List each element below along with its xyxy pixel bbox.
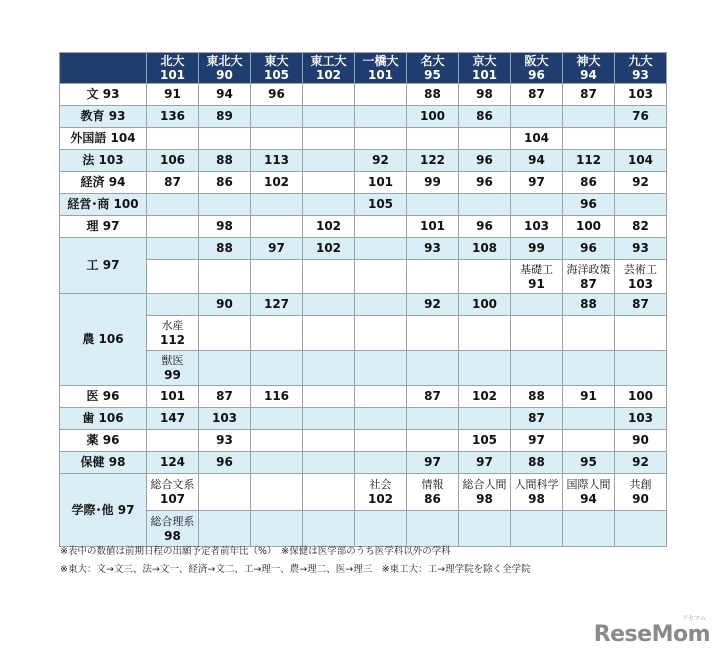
table-cell	[511, 351, 563, 386]
subdept-name: 社会	[369, 478, 392, 491]
table-cell	[199, 128, 251, 150]
table-cell	[355, 294, 407, 316]
logo-ruby: リセマム	[682, 615, 706, 622]
table-cell	[303, 294, 355, 316]
table-cell	[251, 194, 303, 216]
subdept-name: 水産	[161, 319, 184, 332]
table-cell: 101	[407, 216, 459, 238]
table-cell: 89	[199, 106, 251, 128]
table-cell: 93	[407, 238, 459, 260]
table-cell	[303, 194, 355, 216]
table-cell: 100	[459, 294, 511, 316]
table-cell	[563, 106, 615, 128]
table-cell: 97	[407, 452, 459, 474]
university-name: 名大	[420, 54, 445, 68]
subdept-name: 獣医	[161, 354, 184, 367]
table-cell: 92	[615, 172, 667, 194]
row-label-hoken: 保健 98	[60, 452, 147, 474]
subdept-name: 総合理系	[150, 514, 195, 528]
header-handai	[511, 53, 563, 84]
university-name: 北大	[160, 54, 185, 68]
table-cell: 87	[511, 84, 563, 106]
table-cell: 88	[199, 238, 251, 260]
table-cell: 98	[199, 216, 251, 238]
subdept-cell-sogobunkei	[147, 474, 199, 511]
subdept-cell-ningenkagaku	[511, 474, 563, 511]
table-cell: 101	[355, 172, 407, 194]
university-name: 九大	[628, 54, 653, 68]
table-cell	[147, 260, 199, 294]
table-row-ko-sub	[60, 260, 667, 294]
table-cell	[407, 408, 459, 430]
table-cell: 106	[147, 150, 199, 172]
table-cell: 76	[615, 106, 667, 128]
table-cell: 88	[563, 294, 615, 316]
row-label-shi: 歯 106	[60, 408, 147, 430]
subdept-value: 112	[159, 333, 186, 347]
table-cell	[563, 430, 615, 452]
table-cell	[511, 194, 563, 216]
table-cell: 91	[563, 386, 615, 408]
table-row-no	[60, 294, 667, 316]
table-cell	[459, 511, 511, 547]
table-cell	[407, 260, 459, 294]
subdept-value: 87	[580, 276, 597, 291]
university-ratio: 95	[424, 68, 441, 82]
table-row-ho	[60, 150, 667, 172]
table-cell	[615, 511, 667, 547]
university-name: 一橋大	[362, 54, 399, 68]
subdept-cell-juui	[147, 351, 199, 386]
table-cell: 112	[563, 150, 615, 172]
header-shindai	[563, 53, 615, 84]
university-name: 東大	[264, 54, 289, 68]
table-cell	[407, 430, 459, 452]
table-cell	[355, 351, 407, 386]
subdept-cell-geijutsu	[615, 260, 667, 294]
table-cell: 96	[459, 216, 511, 238]
university-ratio: 101	[471, 68, 498, 82]
table-cell	[147, 128, 199, 150]
table-cell: 100	[615, 386, 667, 408]
row-label-yaku: 薬 96	[60, 430, 147, 452]
table-cell: 93	[615, 238, 667, 260]
table-cell: 90	[615, 430, 667, 452]
table-cell	[303, 128, 355, 150]
table-cell: 94	[199, 84, 251, 106]
table-cell: 113	[251, 150, 303, 172]
table-cell: 87	[407, 386, 459, 408]
table-cell: 97	[511, 172, 563, 194]
table-cell	[355, 316, 407, 351]
table-cell	[303, 172, 355, 194]
table-row-gakusai-sub	[60, 511, 667, 547]
table-cell: 87	[615, 294, 667, 316]
table-cell: 105	[459, 430, 511, 452]
table-row-no-sub2	[60, 351, 667, 386]
subdept-cell-sogoningen	[459, 474, 511, 511]
table-cell: 102	[303, 238, 355, 260]
table-cell: 87	[199, 386, 251, 408]
table-cell	[199, 511, 251, 547]
table-cell: 99	[407, 172, 459, 194]
table-cell	[407, 351, 459, 386]
table-cell	[615, 351, 667, 386]
university-ratio: 105	[263, 68, 290, 82]
table-cell	[303, 260, 355, 294]
table-cell: 100	[407, 106, 459, 128]
subdept-name: 人間科学	[514, 478, 559, 491]
subdept-value: 107	[159, 492, 186, 506]
subdept-value: 91	[528, 276, 545, 291]
table-cell	[251, 106, 303, 128]
table-cell	[303, 430, 355, 452]
table-cell	[615, 194, 667, 216]
table-cell: 96	[199, 452, 251, 474]
subdept-value: 98	[528, 492, 545, 506]
table-cell: 92	[407, 294, 459, 316]
table-cell	[407, 128, 459, 150]
table-cell: 108	[459, 238, 511, 260]
university-ratio: 101	[159, 68, 186, 82]
table-row-kyoiku	[60, 106, 667, 128]
row-label-keiei: 経営･商 100	[60, 194, 147, 216]
table-cell	[251, 408, 303, 430]
table-row-no-sub1	[60, 316, 667, 351]
header-row	[60, 53, 667, 84]
table-cell	[563, 128, 615, 150]
subdept-value: 90	[632, 492, 649, 506]
subdept-cell-joho	[407, 474, 459, 511]
table-cell: 86	[199, 172, 251, 194]
subdept-cell-shakai	[355, 474, 407, 511]
table-cell: 90	[199, 294, 251, 316]
table-cell: 100	[563, 216, 615, 238]
subdept-name: 総合人間	[462, 478, 507, 491]
table-cell	[303, 316, 355, 351]
row-label-bun: 文 93	[60, 84, 147, 106]
row-label-no: 農 106	[60, 294, 147, 386]
table-cell	[355, 452, 407, 474]
table-cell	[459, 408, 511, 430]
table-cell	[251, 351, 303, 386]
subdept-value: 103	[627, 276, 654, 291]
table-cell: 94	[511, 150, 563, 172]
table-cell	[251, 128, 303, 150]
footnote-todai-tokodai: ※東大：文→文三、法→文一、経済→文二、工→理一、農→理二、医→理三 ※東工大：工→理学院を除く全学院	[60, 564, 531, 575]
row-label-ho: 法 103	[60, 150, 147, 172]
table-cell	[563, 351, 615, 386]
subdept-cell-kaiyo	[563, 260, 615, 294]
table-cell: 86	[459, 106, 511, 128]
table-cell	[563, 511, 615, 547]
table-cell: 96	[563, 194, 615, 216]
table-cell	[459, 128, 511, 150]
table-row-ko	[60, 238, 667, 260]
table-row-ri	[60, 216, 667, 238]
table-row-bun	[60, 84, 667, 106]
row-label-kyoiku: 教育 93	[60, 106, 147, 128]
table-row-hoken	[60, 452, 667, 474]
table-cell: 127	[251, 294, 303, 316]
table-cell: 136	[147, 106, 199, 128]
table-cell	[251, 474, 303, 511]
row-label-gaikokugo: 外国語 104	[60, 128, 147, 150]
header-hitotsubashi	[355, 53, 407, 84]
table-cell	[199, 351, 251, 386]
table-cell: 88	[407, 84, 459, 106]
table-cell: 105	[355, 194, 407, 216]
logo-text: ReseMom	[593, 622, 710, 647]
table-cell: 103	[615, 84, 667, 106]
table-row-gaikokugo	[60, 128, 667, 150]
subdept-value: 86	[424, 492, 441, 506]
table-cell	[147, 216, 199, 238]
table-cell: 88	[199, 150, 251, 172]
table-cell	[407, 316, 459, 351]
table-cell	[147, 238, 199, 260]
subdept-cell-suisan	[147, 316, 199, 351]
university-ratio: 90	[216, 68, 233, 82]
table-row-i	[60, 386, 667, 408]
table-row-yaku	[60, 430, 667, 452]
table-cell	[147, 294, 199, 316]
table-cell	[303, 511, 355, 547]
table-cell: 93	[199, 430, 251, 452]
table-cell: 147	[147, 408, 199, 430]
table-cell: 96	[459, 172, 511, 194]
table-cell: 87	[147, 172, 199, 194]
subdept-cell-kokusainingen	[563, 474, 615, 511]
table-cell	[303, 106, 355, 128]
table-cell: 103	[615, 408, 667, 430]
table-cell	[251, 511, 303, 547]
table-cell	[251, 216, 303, 238]
table-cell: 96	[251, 84, 303, 106]
table-row-keiei	[60, 194, 667, 216]
table-cell: 87	[563, 84, 615, 106]
header-tokodai	[303, 53, 355, 84]
university-name: 京大	[472, 54, 497, 68]
header-corner	[60, 53, 147, 84]
table-cell	[355, 106, 407, 128]
subdept-value: 102	[367, 492, 394, 506]
table-cell	[615, 128, 667, 150]
subdept-name: 海洋政策	[566, 262, 611, 276]
table-cell	[511, 511, 563, 547]
table-cell	[303, 150, 355, 172]
table-cell: 95	[563, 452, 615, 474]
row-label-ko: 工 97	[60, 238, 147, 294]
row-label-gakusai: 学際･他 97	[60, 474, 147, 547]
table-cell	[355, 430, 407, 452]
row-label-keizai: 経済 94	[60, 172, 147, 194]
table-cell: 88	[511, 386, 563, 408]
table-cell	[303, 408, 355, 430]
table-cell	[459, 351, 511, 386]
footnote-ratio: ※表中の数値は前期日程の出願予定者前年比（%） ※保健は医学部のうち医学科以外の学科	[60, 546, 451, 557]
table-cell: 103	[199, 408, 251, 430]
resemom-logo	[593, 615, 710, 647]
application-ratio-table	[59, 52, 667, 547]
table-cell	[303, 386, 355, 408]
table-cell: 102	[251, 172, 303, 194]
header-kyudai	[615, 53, 667, 84]
subdept-name: 芸術工	[624, 262, 657, 276]
subdept-cell-kisoko	[511, 260, 563, 294]
table-cell	[459, 194, 511, 216]
table-cell: 122	[407, 150, 459, 172]
table-cell	[303, 474, 355, 511]
row-label-ri: 理 97	[60, 216, 147, 238]
table-cell	[407, 511, 459, 547]
table-cell	[407, 194, 459, 216]
table-cell	[147, 430, 199, 452]
table-cell	[199, 474, 251, 511]
row-label-i: 医 96	[60, 386, 147, 408]
table-cell: 87	[511, 408, 563, 430]
header-hokudai	[147, 53, 199, 84]
header-kyodai	[459, 53, 511, 84]
table-cell: 97	[459, 452, 511, 474]
table-cell	[199, 260, 251, 294]
table-cell: 86	[563, 172, 615, 194]
table-cell	[147, 194, 199, 216]
table-cell	[459, 316, 511, 351]
table-row-shi	[60, 408, 667, 430]
table-cell: 96	[459, 150, 511, 172]
table-cell: 104	[615, 150, 667, 172]
subdept-name: 総合文系	[150, 478, 195, 491]
table-cell	[355, 128, 407, 150]
table-cell: 102	[459, 386, 511, 408]
table-cell: 96	[563, 238, 615, 260]
table-cell: 92	[355, 150, 407, 172]
table-cell	[251, 260, 303, 294]
table-cell: 88	[511, 452, 563, 474]
subdept-name: 共創	[629, 478, 652, 491]
table-row-gakusai	[60, 474, 667, 511]
university-name: 東工大	[310, 54, 347, 68]
header-todai	[251, 53, 303, 84]
table-cell	[199, 316, 251, 351]
table-cell	[615, 316, 667, 351]
table-cell: 97	[511, 430, 563, 452]
table-cell	[459, 260, 511, 294]
university-ratio: 94	[580, 68, 597, 82]
table-cell: 101	[147, 386, 199, 408]
university-ratio: 102	[315, 68, 342, 82]
table-cell: 91	[147, 84, 199, 106]
subdept-cell-sogorikei	[147, 511, 199, 547]
table-cell: 116	[251, 386, 303, 408]
subdept-name: 情報	[421, 478, 444, 491]
table-cell: 82	[615, 216, 667, 238]
table-cell	[199, 194, 251, 216]
table-cell	[511, 294, 563, 316]
university-ratio: 93	[632, 68, 649, 82]
table-cell	[355, 408, 407, 430]
table-cell: 104	[511, 128, 563, 150]
table-cell	[355, 511, 407, 547]
table-cell	[563, 316, 615, 351]
subdept-value: 94	[580, 492, 597, 506]
table-cell	[511, 106, 563, 128]
university-name: 東北大	[206, 54, 243, 68]
university-ratio: 96	[528, 68, 545, 82]
subdept-value: 98	[476, 492, 493, 506]
table-cell	[303, 84, 355, 106]
university-name: 神大	[576, 54, 601, 68]
table-cell	[303, 351, 355, 386]
subdept-cell-kyoso	[615, 474, 667, 511]
table-cell	[355, 216, 407, 238]
header-meidai	[407, 53, 459, 84]
university-name: 阪大	[524, 54, 549, 68]
table-cell	[355, 84, 407, 106]
table-cell	[251, 430, 303, 452]
table-cell: 124	[147, 452, 199, 474]
table-cell	[251, 452, 303, 474]
table-cell	[563, 408, 615, 430]
table-cell	[511, 316, 563, 351]
university-ratio: 101	[367, 68, 394, 82]
subdept-value: 98	[164, 528, 181, 543]
table-cell: 102	[303, 216, 355, 238]
table-cell	[355, 260, 407, 294]
table-cell: 97	[251, 238, 303, 260]
table-cell: 99	[511, 238, 563, 260]
table-row-keizai	[60, 172, 667, 194]
table-cell: 98	[459, 84, 511, 106]
table-cell: 103	[511, 216, 563, 238]
table-cell	[355, 238, 407, 260]
table-cell	[251, 316, 303, 351]
table-cell	[303, 452, 355, 474]
subdept-name: 国際人間	[566, 478, 611, 491]
subdept-value: 99	[164, 368, 181, 382]
header-tohokudai	[199, 53, 251, 84]
subdept-name: 基礎工	[520, 262, 553, 276]
table-cell: 92	[615, 452, 667, 474]
table-cell	[355, 386, 407, 408]
